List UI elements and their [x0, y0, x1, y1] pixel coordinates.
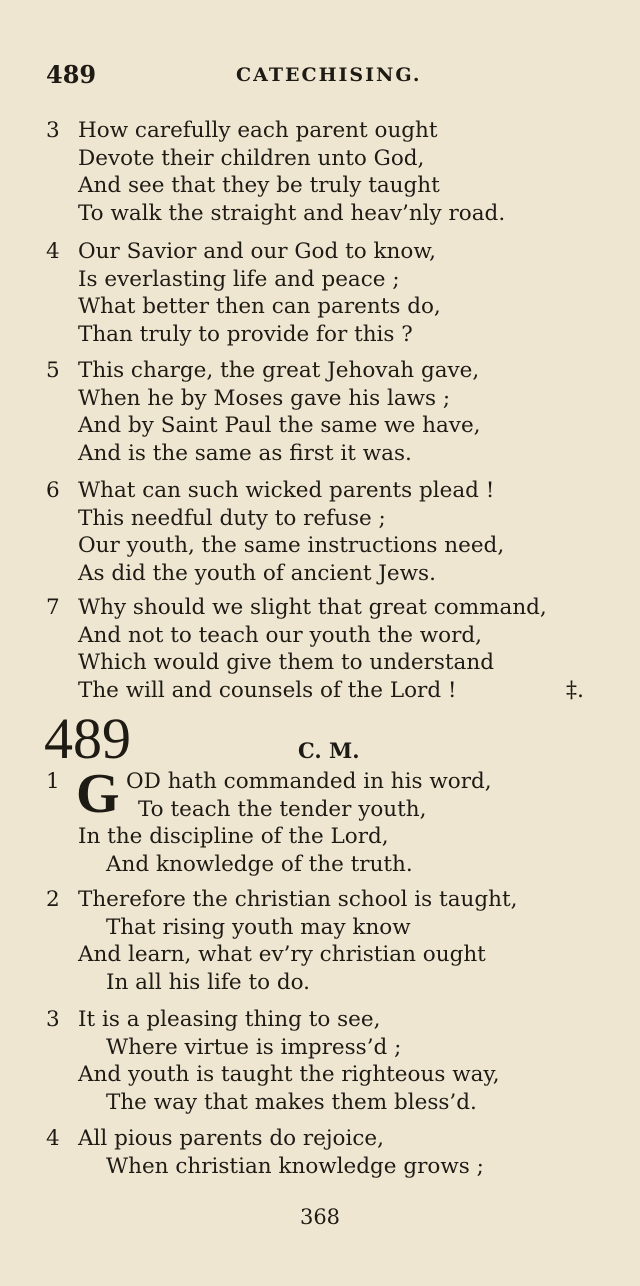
verse-line: Than truly to provide for this ?	[78, 321, 413, 347]
verse-line: To walk the straight and heav’nly road.	[78, 200, 506, 226]
verse-number: 1	[46, 769, 60, 794]
verse-line: This charge, the great Jehovah gave,	[78, 358, 480, 383]
verse-line: OD hath commanded in his word,	[126, 769, 492, 794]
verse-number: 4	[46, 1126, 60, 1151]
hymn-verse-2	[46, 886, 606, 996]
verse-line: That rising youth may know	[106, 914, 411, 940]
verse-line: The way that makes them bless’d.	[106, 1089, 477, 1115]
verse-line: Our youth, the same instructions need,	[78, 533, 505, 558]
verse-line: And by Saint Paul the same we have,	[78, 413, 481, 438]
verse-7	[46, 594, 606, 704]
verse-line: The will and counsels of the Lord !	[78, 677, 457, 703]
hymn-verse-4	[46, 1125, 606, 1180]
verse-line: Why should we slight that great command,	[78, 595, 547, 620]
verse-line: Devote their children unto God,	[78, 145, 425, 171]
page-header	[46, 60, 586, 94]
verse-line: To teach the tender youth,	[138, 796, 427, 822]
page-number: 489	[46, 60, 97, 89]
verse-line: How carefully each parent ought	[78, 118, 438, 143]
verse-line: What can such wicked parents plead !	[78, 478, 495, 503]
verse-line: In all his life to do.	[106, 969, 311, 995]
verse-line: When christian knowledge grows ;	[106, 1153, 484, 1179]
verse-line: What better then can parents do,	[78, 294, 441, 319]
verse-number: 3	[46, 1007, 60, 1032]
verse-5	[46, 357, 606, 467]
verse-6	[46, 477, 606, 587]
verse-line: And see that they be truly taught	[78, 173, 440, 198]
signature-number: 368	[299, 1205, 341, 1229]
drop-cap: G	[76, 763, 120, 825]
verse-line: Therefore the christian school is taught,	[78, 887, 518, 912]
hymn-meter: C. M.	[298, 738, 360, 763]
verse-line: And is the same as first it was.	[78, 440, 412, 466]
verse-line: Where virtue is impress’d ;	[106, 1034, 402, 1060]
verse-line: And not to teach our youth the word,	[78, 622, 482, 648]
verse-line: Our Savior and our God to know,	[78, 239, 437, 264]
verse-3	[46, 117, 606, 227]
verse-line: And youth is taught the righteous way,	[78, 1062, 500, 1087]
verse-line: It is a pleasing thing to see,	[78, 1007, 381, 1032]
running-title: CATECHISING.	[236, 64, 422, 86]
verse-line: And learn, what ev’ry christian ought	[78, 942, 486, 967]
verse-number: 3	[46, 118, 60, 143]
verse-number: 7	[46, 595, 60, 620]
hymn-number: 489	[44, 706, 131, 771]
verse-line: As did the youth of ancient Jews.	[78, 560, 436, 586]
hymn-verse-3	[46, 1006, 606, 1116]
verse-line: Which would give them to understand	[78, 650, 494, 675]
hymn-verse-1	[46, 763, 606, 878]
verse-line: Is everlasting life and peace ;	[78, 266, 400, 292]
verse-number: 5	[46, 358, 60, 383]
verse-line: All pious parents do rejoice,	[78, 1126, 384, 1151]
verse-line: And knowledge of the truth.	[106, 851, 413, 877]
verse-number: 6	[46, 478, 60, 503]
verse-number: 2	[46, 887, 60, 912]
verse-line: In the discipline of the Lord,	[78, 824, 389, 849]
verse-line: This needful duty to refuse ;	[78, 505, 386, 531]
verse-number: 4	[46, 239, 60, 264]
verse-line: When he by Moses gave his laws ;	[78, 385, 451, 411]
verse-4	[46, 238, 606, 348]
end-of-hymn-mark: ‡.	[566, 677, 584, 703]
